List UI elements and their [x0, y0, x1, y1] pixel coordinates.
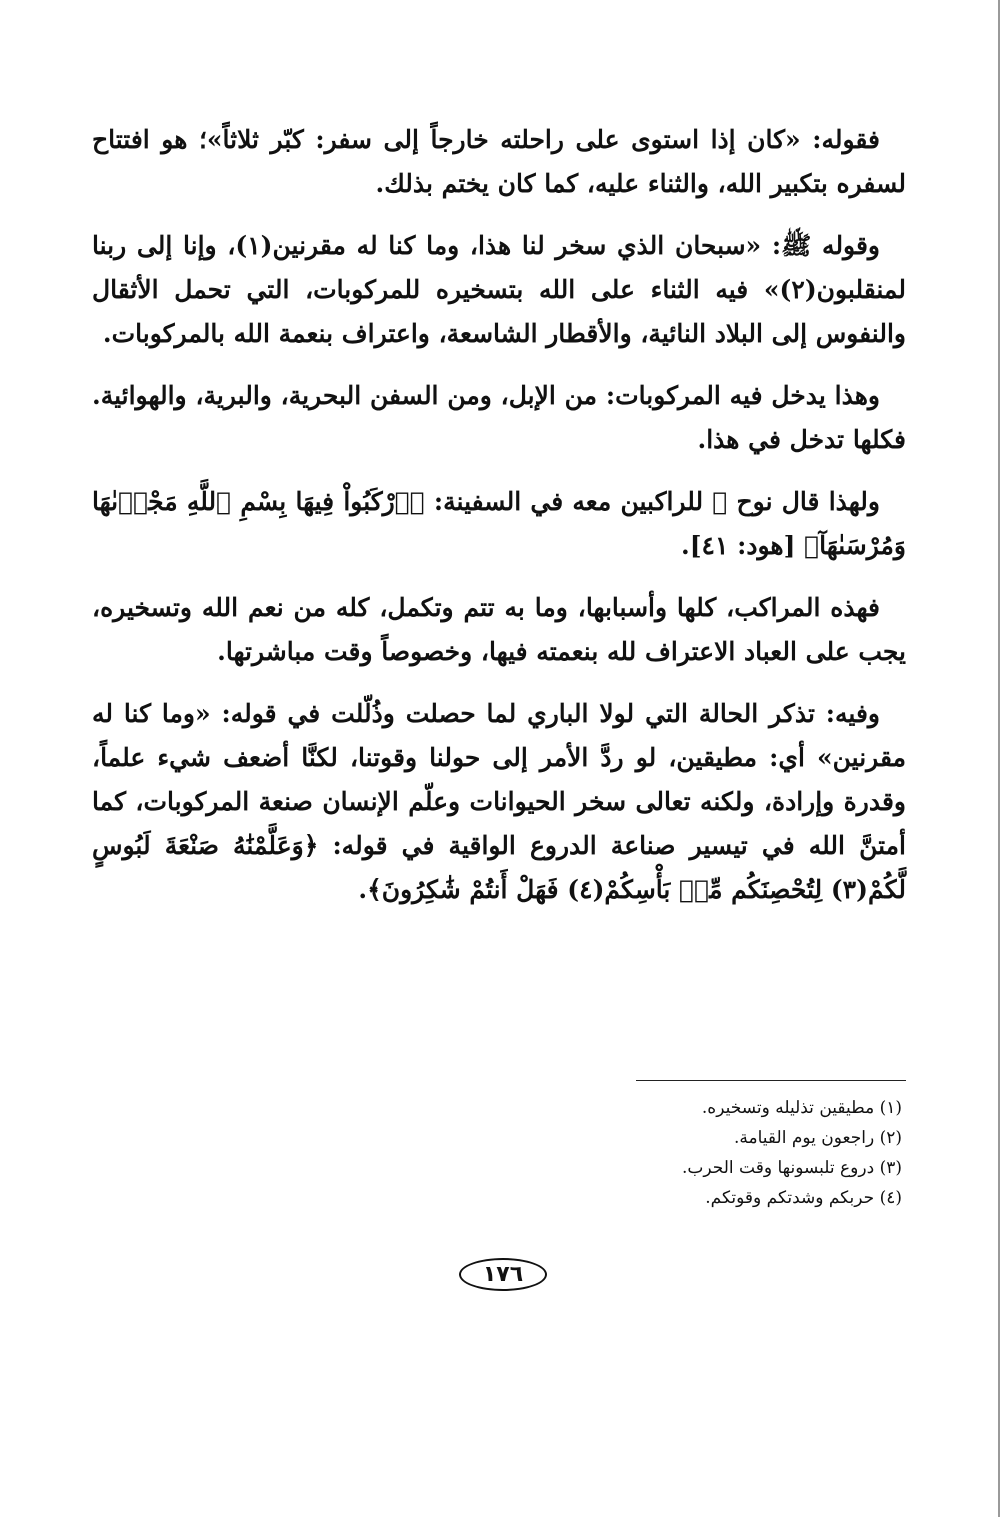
paragraph-1: فقوله: «كان إذا استوى على راحلته خارجاً إلى سفر: كبّر ثلاثاً»؛ هو افتتاح لسفره بتكبير الله، والثناء عليه، كما كان يختم بذلك.	[92, 125, 906, 198]
paragraph-3: وهذا يدخل فيه المركوبات: من الإبل، ومن السفن البحرية، والبرية، والهوائية. فكلها تدخل في هذا.	[92, 381, 906, 454]
footnote-3: (٣) دروع تلبسونها وقت الحرب.	[681, 1158, 902, 1178]
footnote-2: (٢) راجعون يوم القيامة.	[733, 1128, 902, 1148]
footnotes	[92, 1080, 906, 1213]
paragraph-4: ولهذا قال نوح ﷺ للراكبين معه في السفينة: ﴿ٱرْكَبُواْ فِيهَا بِسْمِ ٱللَّهِ مَجْرٜىٰهَا وَمُرْسَىٰهَآ﴾ [هود: ٤١].	[92, 487, 906, 560]
paragraph-5: فهذه المراكب، كلها وأسبابها، وما به تتم وتكمل، كله من نعم الله وتسخيره، يجب على العباد الاعتراف لله بنعمته فيها، وخصوصاً وقت مباشرتها.	[92, 593, 906, 666]
paragraph-2: وقوله ﷺ: «سبحان الذي سخر لنا هذا، وما كنا له مقرنين(١)، وإنا إلى ربنا لمنقلبون(٢)» فيه الثناء على الله بتسخيره للمركوبات، التي تحمل الأثقال والنفوس إلى البلاد النائية، والأقطار الشاسعة، واعتراف بنعمة الله بالمركوبات.	[92, 231, 906, 348]
footnote-divider	[636, 1080, 906, 1081]
paragraph-6: وفيه: تذكر الحالة التي لولا الباري لما حصلت وذُلّلت في قوله: «وما كنا له مقرنين» أي: مطيقين، لو ردَّ الأمر إلى حولنا وقوتنا، لكنَّا أضعف شيء علماً، وقدرة وإرادة، ولكنه تعالى سخر الحيوانات وعلّم الإنسان صنعة المركوبات، كما أمتنَّ الله في تيسير صناعة الدروع الواقية في قوله: ﴿وَعَلَّمْنَٰهُ صَنْعَةَ لَبُوسٍ لَّكُمْ(٣) لِتُحْصِنَكُم مِّنۢ بَأْسِكُمْ(٤) فَهَلْ أَنتُمْ شَٰكِرُونَ﴾.	[92, 699, 906, 904]
footnote-4: (٤) حربكم وشدتكم وقوتكم.	[705, 1188, 902, 1208]
main-text	[92, 118, 906, 930]
page-number: ١٧٦	[459, 1258, 547, 1291]
page-number-area	[0, 1258, 1006, 1291]
footnote-1: (١) مطيقين تذليله وتسخيره.	[701, 1098, 902, 1118]
